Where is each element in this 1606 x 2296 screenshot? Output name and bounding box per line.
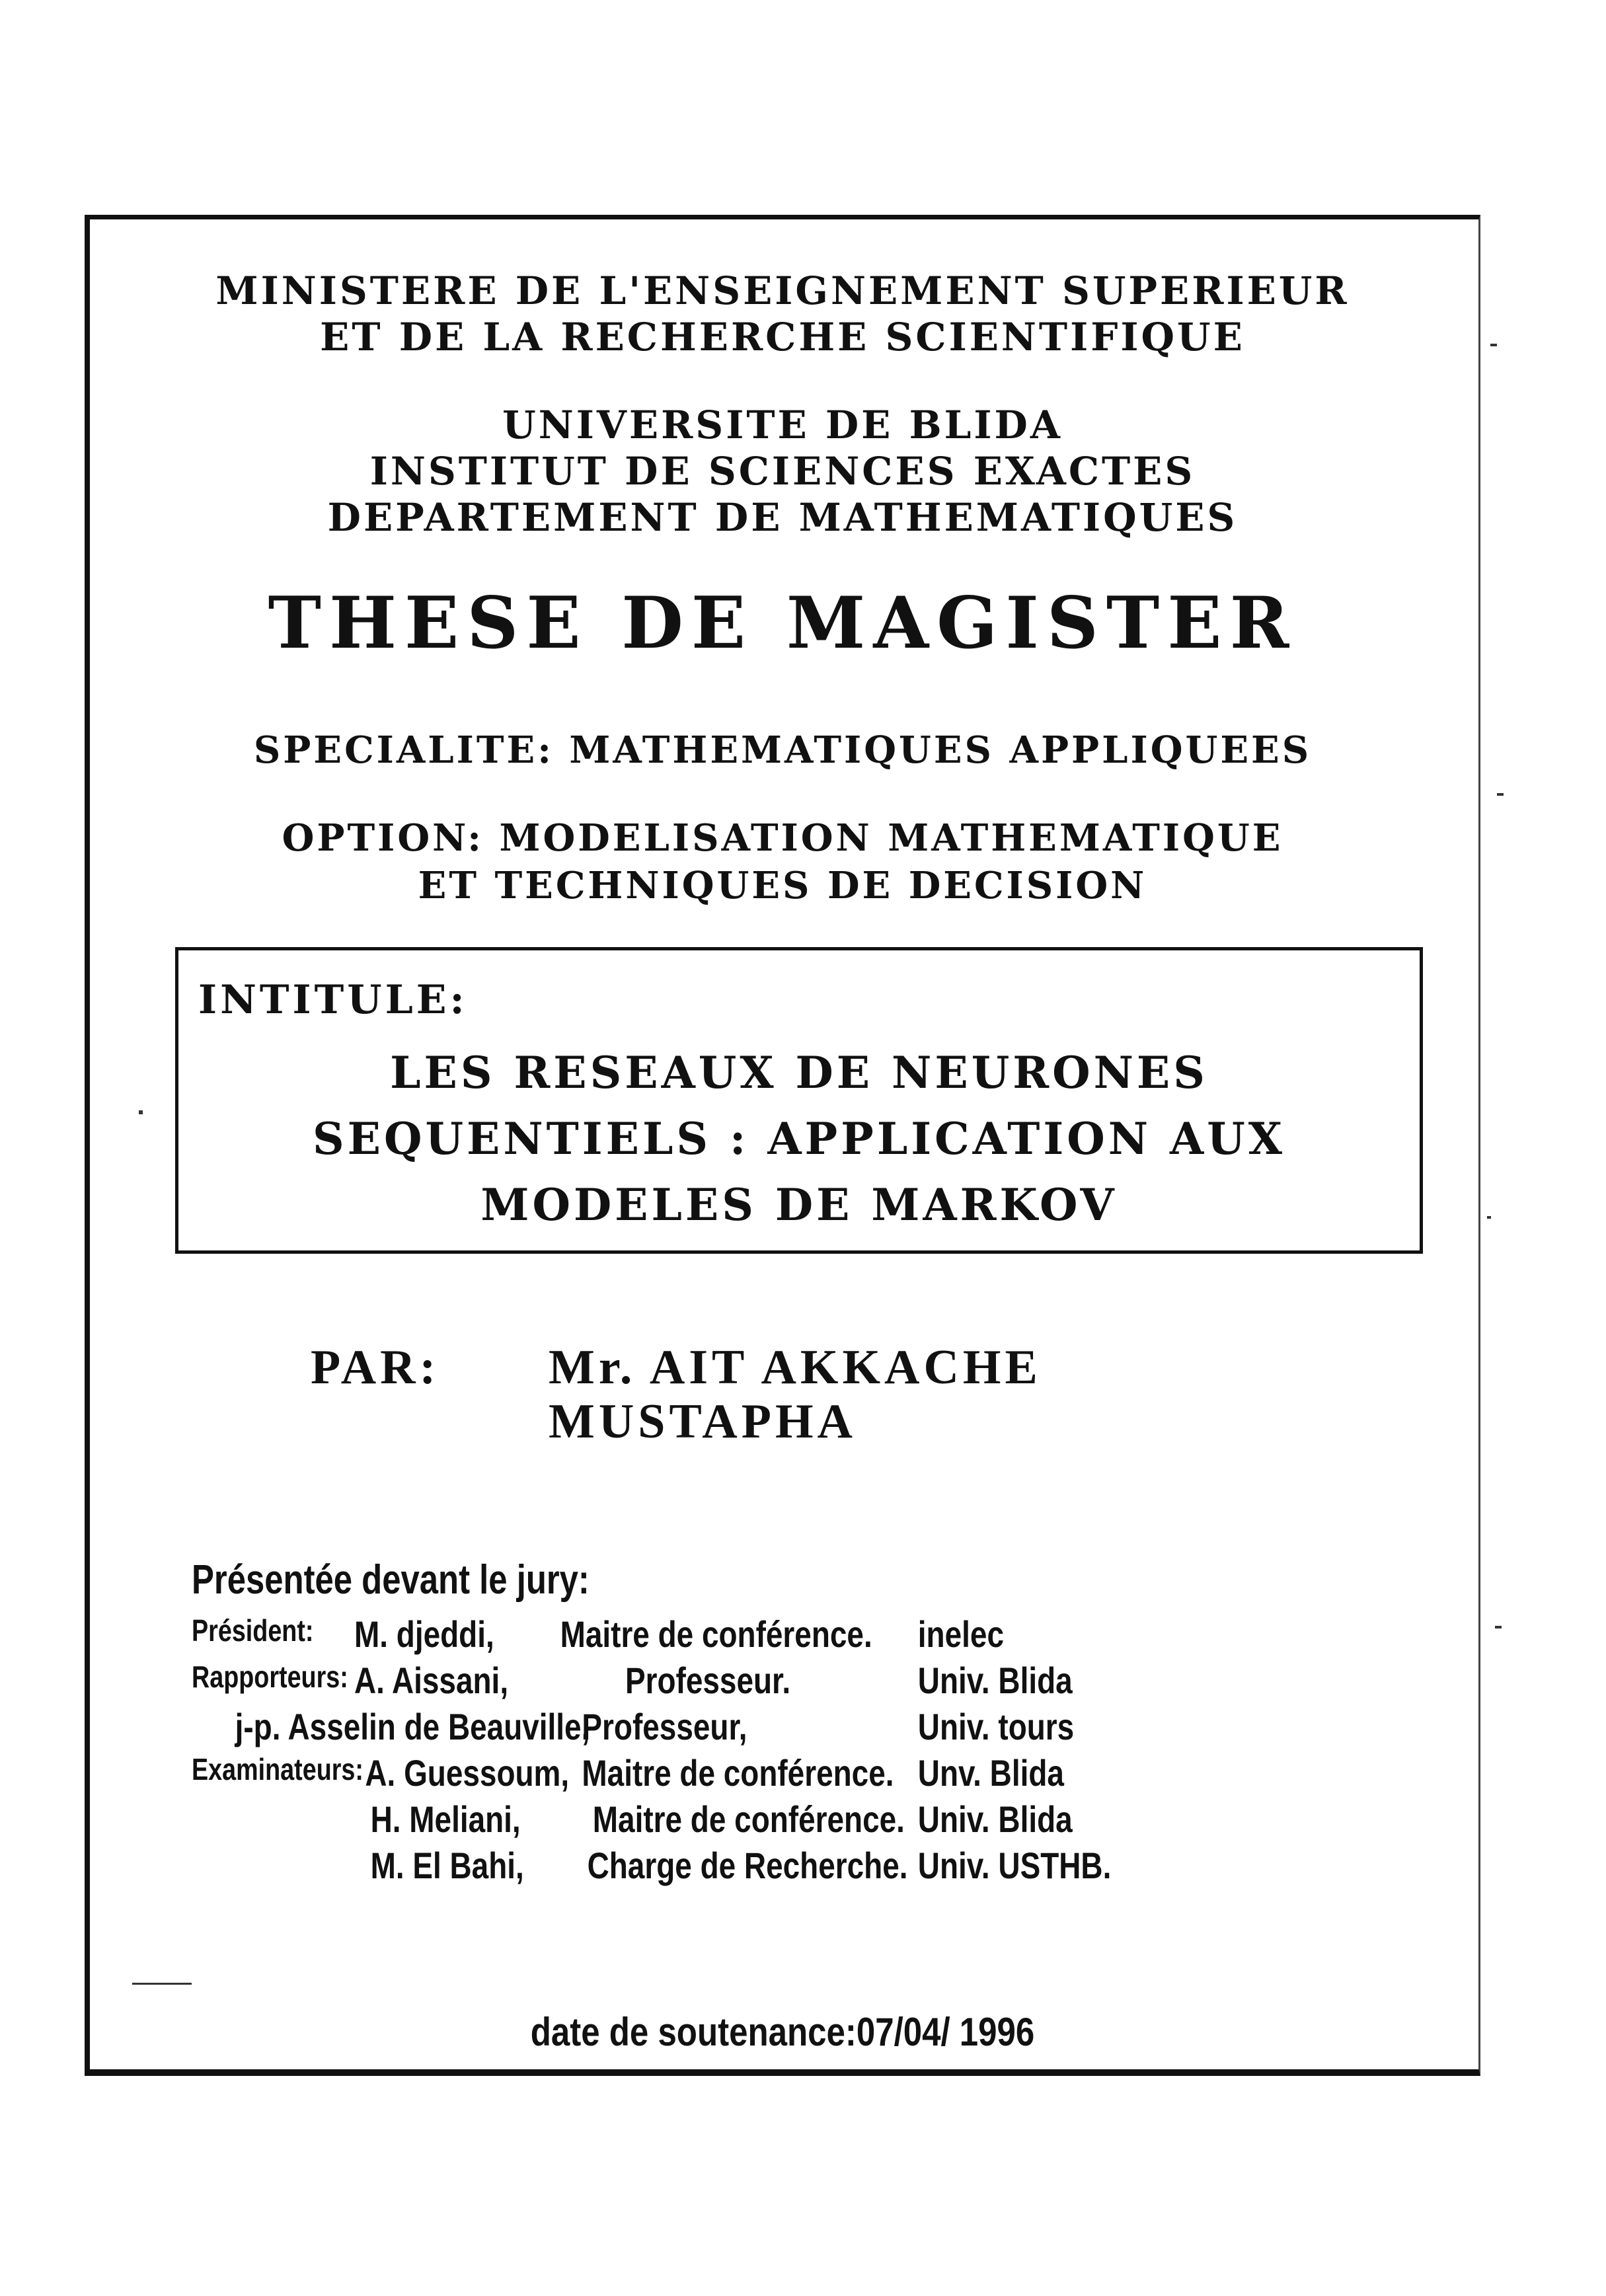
scan-speck xyxy=(1495,1626,1502,1628)
jury-row xyxy=(192,1705,1075,1751)
jury-member-institution: Unv. Blida xyxy=(917,1752,1064,1794)
thesis-title-line-2: SEQUENTIELS : APPLICATION AUX xyxy=(313,1113,1285,1165)
jury-section xyxy=(192,1556,1112,1890)
scan-speck xyxy=(1497,793,1504,796)
specialty-line: SPECIALITE: MATHEMATIQUES APPLIQUEES xyxy=(253,728,1312,772)
author-name-line-2: MUSTAPHA xyxy=(549,1395,857,1449)
jury-member-name: A. Guessoum, xyxy=(365,1752,570,1794)
jury-row xyxy=(192,1844,1112,1890)
scan-speck xyxy=(132,1983,192,1985)
option-line-1: OPTION: MODELISATION MATHEMATIQUE xyxy=(282,816,1283,860)
thesis-type-title: THESE DE MAGISTER xyxy=(268,582,1297,665)
institution-header xyxy=(85,402,1480,541)
ministry-header xyxy=(85,268,1480,360)
jury-row xyxy=(192,1798,1073,1844)
jury-member-name: H. Meliani, xyxy=(370,1798,521,1840)
jury-member-title: Professeur, xyxy=(582,1706,747,1747)
jury-member-title: Maitre de conférence. xyxy=(560,1613,872,1655)
jury-member-name: M. djeddi, xyxy=(354,1613,494,1655)
author-label: PAR: xyxy=(311,1340,440,1395)
jury-member-institution: Univ. Blida xyxy=(917,1660,1073,1701)
jury-member-institution: Univ. tours xyxy=(917,1706,1075,1747)
intitule-label: INTITULE: xyxy=(198,977,468,1023)
jury-member-name: A. Aissani, xyxy=(354,1660,509,1701)
ministry-line-2: ET DE LA RECHERCHE SCIENTIFIQUE xyxy=(320,315,1245,360)
jury-member-title: Professeur. xyxy=(625,1660,791,1701)
institute-name: INSTITUT DE SCIENCES EXACTES xyxy=(369,449,1196,494)
scan-speck xyxy=(1490,344,1497,346)
jury-row xyxy=(192,1751,1064,1798)
jury-member-institution: Univ. Blida xyxy=(917,1798,1073,1840)
jury-member-title: Maitre de conférence. xyxy=(582,1752,894,1794)
jury-member-name: M. El Bahi, xyxy=(370,1845,524,1886)
university-name: UNIVERSITE DE BLIDA xyxy=(502,402,1063,447)
jury-row xyxy=(192,1613,1004,1659)
jury-role: Rapporteurs: xyxy=(192,1660,348,1694)
jury-member-name: j-p. Asselin de Beauville, xyxy=(235,1706,590,1747)
jury-member-title: Maitre de conférence. xyxy=(592,1798,905,1840)
scan-speck xyxy=(1487,1216,1491,1219)
jury-role: Président: xyxy=(192,1613,314,1648)
scan-speck xyxy=(139,1110,143,1114)
jury-member-title: Charge de Recherche. xyxy=(587,1845,908,1886)
jury-member-institution: Univ. USTHB. xyxy=(917,1845,1112,1886)
jury-row xyxy=(192,1659,1073,1705)
thesis-title-text xyxy=(175,1040,1423,1238)
author-name-line-1: Mr. AIT AKKACHE xyxy=(549,1340,1042,1395)
department-name: DEPARTEMENT DE MATHEMATIQUES xyxy=(327,495,1238,540)
ministry-line-1: MINISTERE DE L'ENSEIGNEMENT SUPERIEUR xyxy=(215,268,1350,313)
jury-member-institution: inelec xyxy=(917,1613,1004,1655)
thesis-title-line-3: MODELES DE MARKOV xyxy=(480,1179,1118,1231)
jury-role: Examinateurs: xyxy=(192,1752,363,1786)
option-block xyxy=(85,814,1480,909)
option-line-2: ET TECHNIQUES DE DECISION xyxy=(418,864,1147,907)
defense-date: date de soutenance:07/04/ 1996 xyxy=(530,2010,1035,2054)
thesis-title-line-1: LES RESEAUX DE NEURONES xyxy=(390,1047,1208,1098)
author-block xyxy=(311,1340,1042,1449)
jury-heading: Présentée devant le jury: xyxy=(192,1557,590,1603)
